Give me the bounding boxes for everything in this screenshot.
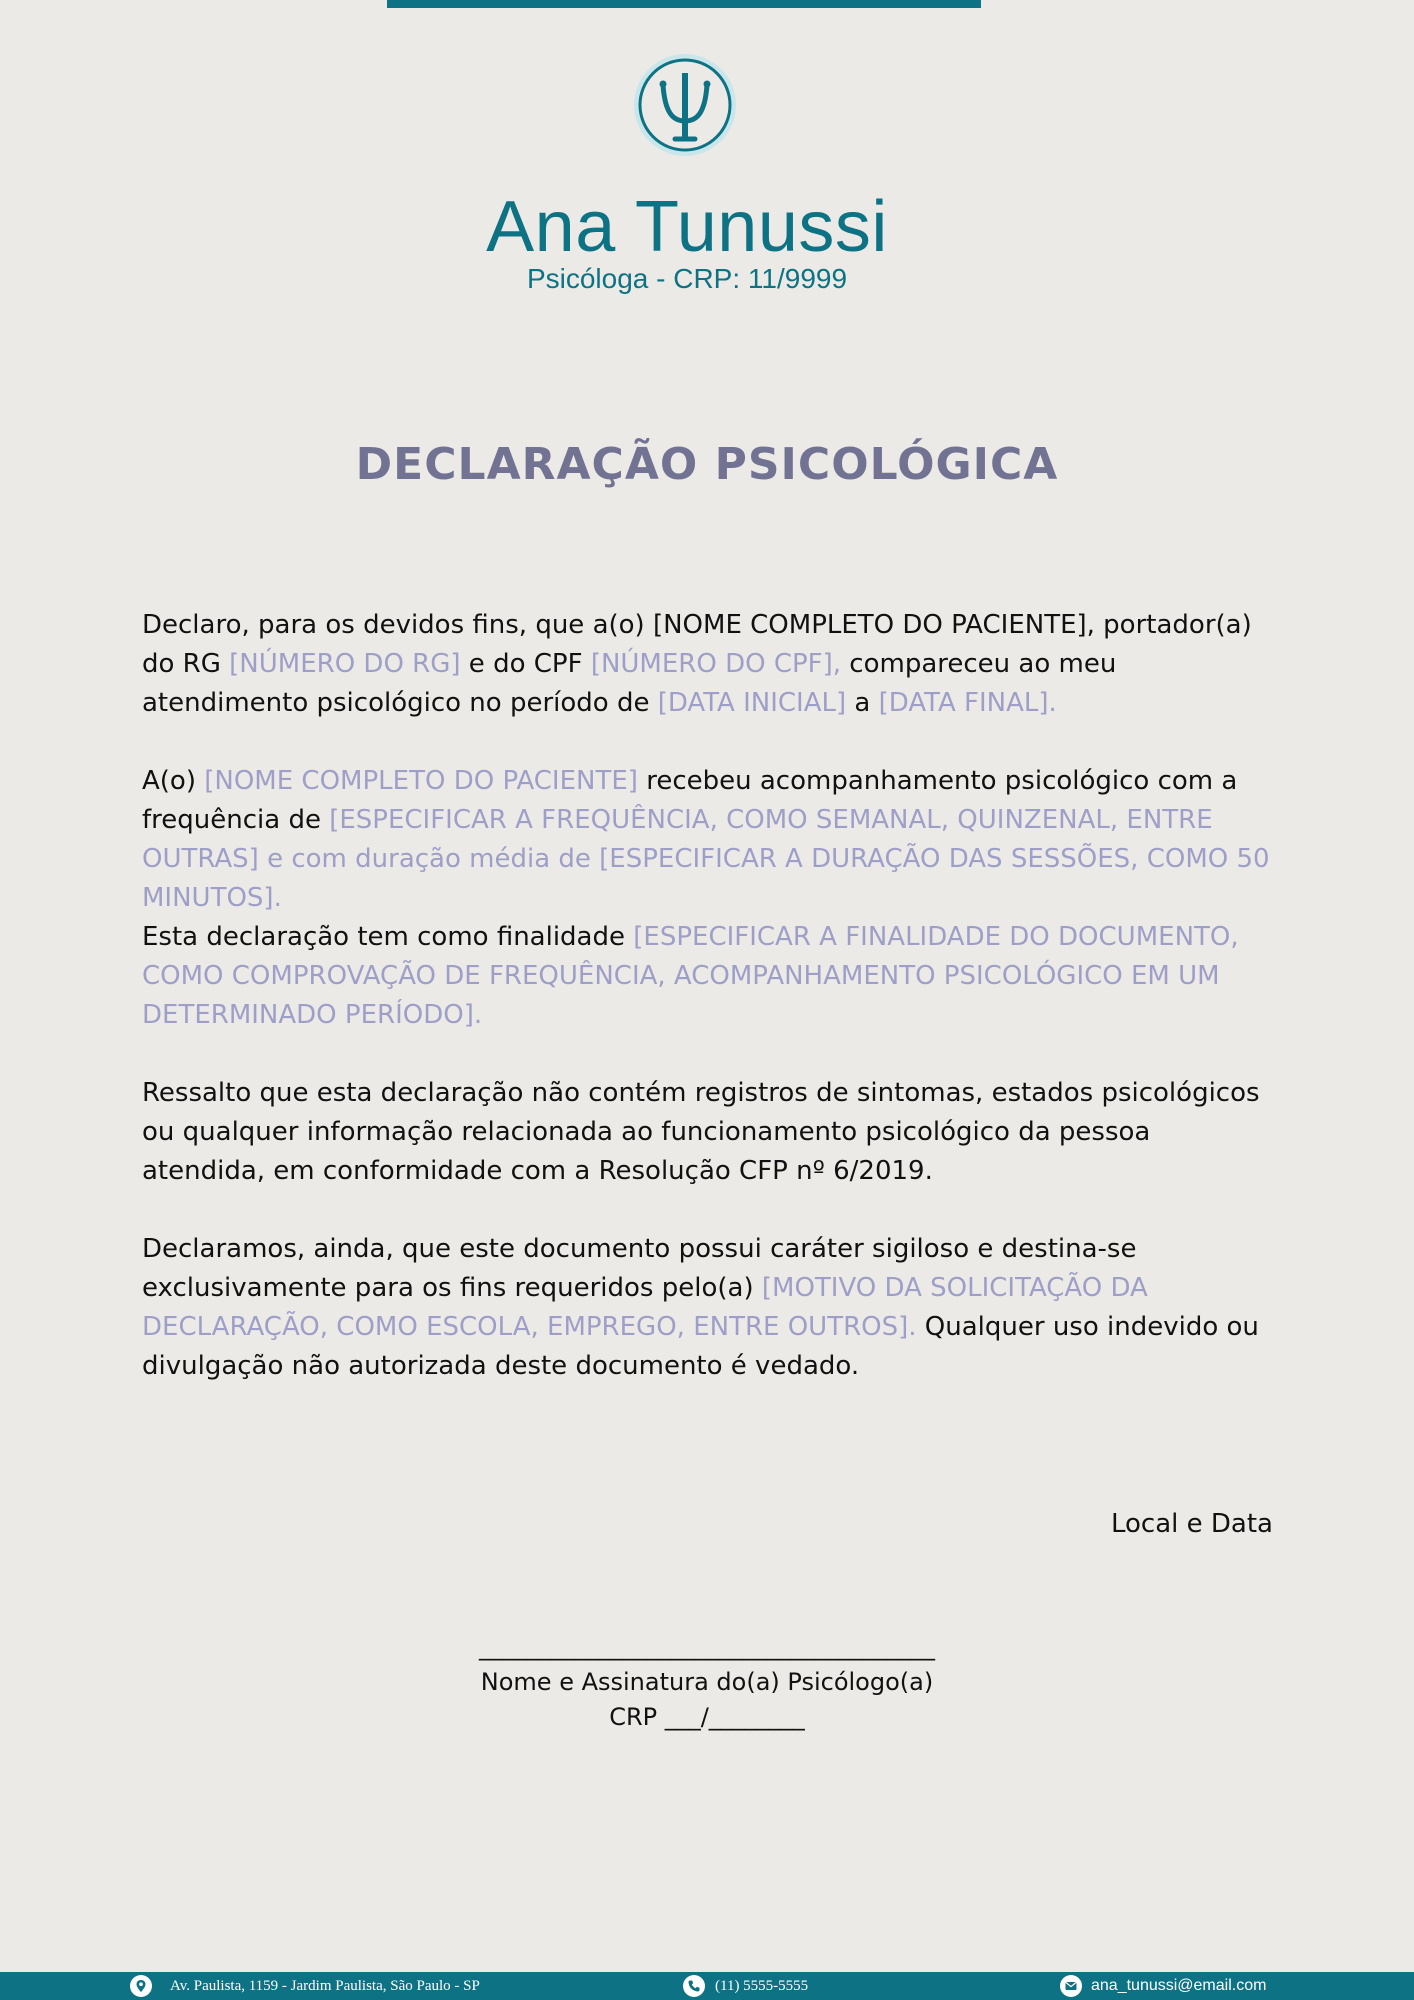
signature-crp: CRP ___/________	[609, 1703, 805, 1731]
footer-address	[130, 1972, 480, 2000]
document-title: DECLARAÇÃO PSICOLÓGICA	[355, 439, 1059, 490]
placeholder-end-date: [DATA FINAL].	[878, 688, 1057, 718]
location-pin-icon	[130, 1975, 152, 1997]
top-accent-bar	[387, 0, 981, 8]
psychologist-name: Ana Tunussi	[486, 187, 888, 267]
psi-symbol-icon	[633, 51, 737, 159]
placeholder-cpf: [NÚMERO DO CPF],	[590, 649, 842, 679]
footer-phone-text: (11) 5555-5555	[715, 1977, 809, 1994]
placeholder-purpose: [ESPECIFICAR A FINALIDADE DO DOCUMENTO, COMO COMPROVAÇÃO DE FREQUÊNCIA, ACOMPANHAMENTO PSICOLÓGICO EM UM DETERMINADO PERÍODO].	[142, 922, 1239, 1030]
email-icon	[1060, 1975, 1082, 1997]
signature-block	[0, 1630, 1414, 1735]
footer-email	[1060, 1972, 1266, 2000]
placeholder-frequency: [ESPECIFICAR A FREQUÊNCIA, COMO SEMANAL, QUINZENAL, ENTRE OUTRAS] e com duração média de [ESPECIFICAR A DURAÇÃO DAS SESSÕES, COMO 50 MINUTOS].	[142, 805, 1270, 913]
paragraph-purpose: Esta declaração tem como finalidade [ESPECIFICAR A FINALIDADE DO DOCUMENTO, COMO COMPROVAÇÃO DE FREQUÊNCIA, ACOMPANHAMENTO PSICOLÓGICO EM UM DETERMINADO PERÍODO].	[142, 922, 1239, 1030]
footer	[0, 1972, 1414, 2000]
footer-address-text: Av. Paulista, 1159 - Jardim Paulista, São Paulo - SP	[170, 1977, 480, 1994]
paragraph-frequency: A(o) [NOME COMPLETO DO PACIENTE] recebeu acompanhamento psicológico com a frequência de [ESPECIFICAR A FREQUÊNCIA, COMO SEMANAL, QUINZENAL, ENTRE OUTRAS] e com duração média de [ESPECIFICAR A DURAÇÃO DAS SESSÕES, COMO 50 MINUTOS].	[142, 766, 1270, 913]
signature-line: ______________________________________	[479, 1633, 935, 1661]
placeholder-request-reason: [MOTIVO DA SOLICITAÇÃO DA DECLARAÇÃO, COMO ESCOLA, EMPREGO, ENTRE OUTROS].	[142, 1273, 1148, 1342]
place-and-date: Local e Data	[1111, 1509, 1273, 1539]
footer-email-text: ana_tunussi@email.com	[1091, 1977, 1267, 1994]
placeholder-rg: [NÚMERO DO RG]	[229, 649, 461, 679]
paragraph-identification: Declaro, para os devidos fins, que a(o) [NOME COMPLETO DO PACIENTE], portador(a) do RG [NÚMERO DO RG] e do CPF [NÚMERO DO CPF], compareceu ao meu atendimento psicológico no período de [DATA INICIAL] a [DATA FINAL].	[142, 610, 1252, 718]
paragraph-confidentiality: Declaramos, ainda, que este documento possui caráter sigiloso e destina-se exclusivamente para os fins requeridos pelo(a) [MOTIVO DA SOLICITAÇÃO DA DECLARAÇÃO, COMO ESCOLA, EMPREGO, ENTRE OUTROS]. Qualquer uso indevido ou divulgação não autorizada deste documento é vedado.	[142, 1234, 1259, 1381]
psychologist-credential: Psicóloga - CRP: 11/9999	[526, 263, 848, 294]
signature-label: Nome e Assinatura do(a) Psicólogo(a)	[480, 1668, 934, 1696]
document-body	[142, 606, 1277, 1386]
footer-phone	[683, 1972, 808, 2000]
placeholder-patient-name: [NOME COMPLETO DO PACIENTE]	[204, 766, 638, 796]
placeholder-start-date: [DATA INICIAL]	[657, 688, 847, 718]
paragraph-disclaimer: Ressalto que esta declaração não contém registros de sintomas, estados psicológicos ou qualquer informação relacionada ao funcionamento psicológico da pessoa atendida, em conformidade com a Resolução CFP nº 6/2019.	[142, 1078, 1260, 1186]
phone-icon	[683, 1975, 705, 1997]
